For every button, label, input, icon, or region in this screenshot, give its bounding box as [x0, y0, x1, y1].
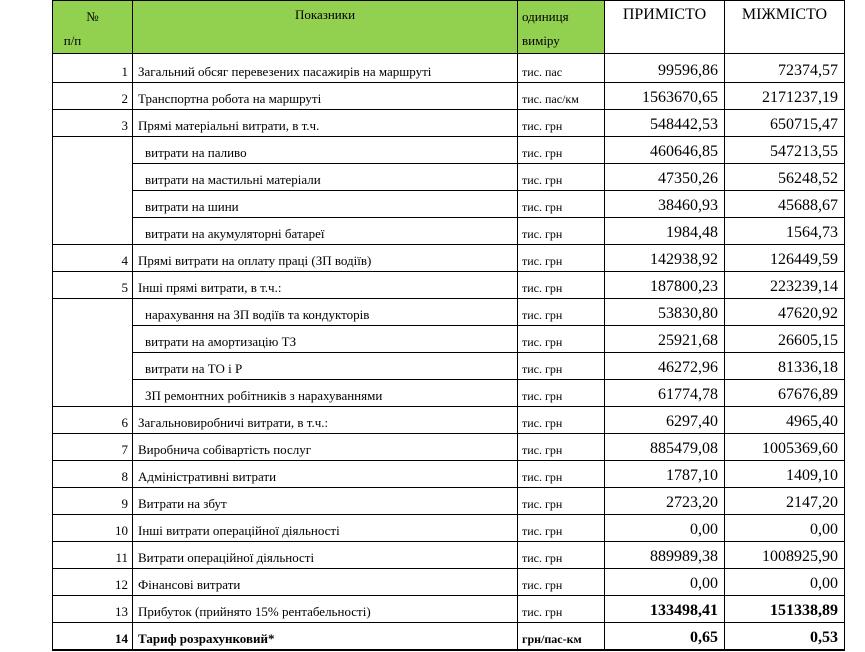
row-unit: тис. пас — [518, 54, 605, 83]
row-value-mizhmisto: 0,53 — [725, 623, 845, 650]
table-row — [53, 110, 845, 137]
row-value-prymisto: 61774,78 — [605, 380, 725, 407]
row-name: Тариф розрахунковий* — [133, 623, 518, 650]
row-name: Прямі матеріальні витрати, в т.ч. — [133, 110, 518, 137]
table-header-row — [53, 1, 845, 54]
row-unit: тис. грн — [518, 407, 605, 434]
header-num — [53, 1, 133, 54]
row-unit: тис. грн — [518, 380, 605, 407]
row-num — [53, 326, 133, 353]
row-value-mizhmisto: 126449,59 — [725, 245, 845, 272]
table-row — [53, 83, 845, 110]
table-row — [53, 542, 845, 569]
row-unit: тис. грн — [518, 326, 605, 353]
row-num — [53, 164, 133, 191]
table-row — [53, 191, 845, 218]
row-name: Транспортна робота на маршруті — [133, 83, 518, 110]
row-name: Прямі витрати на оплату праці (ЗП водіїв) — [133, 245, 518, 272]
row-unit: тис. грн — [518, 110, 605, 137]
row-unit: тис. грн — [518, 191, 605, 218]
row-value-mizhmisto: 151338,89 — [725, 596, 845, 623]
table-row — [53, 218, 845, 245]
table-row — [53, 353, 845, 380]
row-value-prymisto: 25921,68 — [605, 326, 725, 353]
table-row — [53, 380, 845, 407]
row-value-mizhmisto: 650715,47 — [725, 110, 845, 137]
row-value-mizhmisto: 4965,40 — [725, 407, 845, 434]
row-num: 13 — [53, 596, 133, 623]
row-unit: тис. грн — [518, 488, 605, 515]
row-name: Прибуток (прийнято 15% рентабельності) — [133, 596, 518, 623]
row-value-mizhmisto: 26605,15 — [725, 326, 845, 353]
row-value-mizhmisto: 223239,14 — [725, 272, 845, 299]
row-value-mizhmisto: 45688,67 — [725, 191, 845, 218]
row-value-prymisto: 1984,48 — [605, 218, 725, 245]
row-name: витрати на акумуляторні батареї — [133, 218, 518, 245]
row-unit: тис. грн — [518, 596, 605, 623]
row-value-mizhmisto: 56248,52 — [725, 164, 845, 191]
row-unit: тис. грн — [518, 299, 605, 326]
header-unit-line2: виміру — [522, 33, 560, 48]
row-num: 7 — [53, 434, 133, 461]
row-unit: грн/пас-км — [518, 623, 605, 650]
row-value-prymisto: 548442,53 — [605, 110, 725, 137]
row-value-prymisto: 46272,96 — [605, 353, 725, 380]
row-value-prymisto: 53830,80 — [605, 299, 725, 326]
row-unit: тис. грн — [518, 218, 605, 245]
row-name: витрати на амортизацію ТЗ — [133, 326, 518, 353]
row-value-prymisto: 38460,93 — [605, 191, 725, 218]
row-num — [53, 137, 133, 164]
row-value-mizhmisto: 81336,18 — [725, 353, 845, 380]
row-value-prymisto: 885479,08 — [605, 434, 725, 461]
row-name: Витрати на збут — [133, 488, 518, 515]
row-name: нарахування на ЗП водіїв та кондукторів — [133, 299, 518, 326]
table-row — [53, 461, 845, 488]
row-value-mizhmisto: 1409,10 — [725, 461, 845, 488]
row-unit: тис. грн — [518, 542, 605, 569]
row-value-prymisto: 47350,26 — [605, 164, 725, 191]
table-row — [53, 596, 845, 623]
row-value-mizhmisto: 1008925,90 — [725, 542, 845, 569]
table-row — [53, 164, 845, 191]
row-value-prymisto: 0,00 — [605, 515, 725, 542]
row-value-mizhmisto: 2171237,19 — [725, 83, 845, 110]
row-value-prymisto: 133498,41 — [605, 596, 725, 623]
row-num: 14 — [53, 623, 133, 650]
row-name: Витрати операційної діяльності — [133, 542, 518, 569]
row-value-prymisto: 1787,10 — [605, 461, 725, 488]
row-num: 1 — [53, 54, 133, 83]
row-unit: тис. пас/км — [518, 83, 605, 110]
row-value-mizhmisto: 2147,20 — [725, 488, 845, 515]
row-name: витрати на мастильні матеріали — [133, 164, 518, 191]
row-value-mizhmisto: 72374,57 — [725, 54, 845, 83]
row-value-prymisto: 0,00 — [605, 569, 725, 596]
row-unit: тис. грн — [518, 245, 605, 272]
row-value-mizhmisto: 67676,89 — [725, 380, 845, 407]
row-num: 12 — [53, 569, 133, 596]
row-value-prymisto: 99596,86 — [605, 54, 725, 83]
row-name: витрати на ТО і Р — [133, 353, 518, 380]
row-num — [53, 299, 133, 326]
row-num — [53, 353, 133, 380]
header-num-line2: п/п — [63, 33, 82, 48]
row-name: витрати на паливо — [133, 137, 518, 164]
row-value-prymisto: 6297,40 — [605, 407, 725, 434]
row-name: Виробнича собівартість послуг — [133, 434, 518, 461]
row-name: Загальновиробничі витрати, в т.ч.: — [133, 407, 518, 434]
row-num: 9 — [53, 488, 133, 515]
row-value-mizhmisto: 1564,73 — [725, 218, 845, 245]
table-row — [53, 245, 845, 272]
row-unit: тис. грн — [518, 353, 605, 380]
row-num: 11 — [53, 542, 133, 569]
row-num: 6 — [53, 407, 133, 434]
indicators-table — [52, 0, 845, 651]
row-num: 10 — [53, 515, 133, 542]
row-num: 5 — [53, 272, 133, 299]
row-value-prymisto: 460646,85 — [605, 137, 725, 164]
header-unit — [518, 1, 605, 54]
header-num-line1: № — [86, 9, 99, 24]
table-row — [53, 569, 845, 596]
table-row — [53, 407, 845, 434]
row-value-mizhmisto: 0,00 — [725, 569, 845, 596]
row-num — [53, 380, 133, 407]
row-name: витрати на шини — [133, 191, 518, 218]
row-unit: тис. грн — [518, 164, 605, 191]
row-unit: тис. грн — [518, 569, 605, 596]
row-name: Адміністративні витрати — [133, 461, 518, 488]
header-col2: МІЖМІСТО — [725, 1, 845, 54]
row-name: Інші прямі витрати, в т.ч.: — [133, 272, 518, 299]
row-num: 4 — [53, 245, 133, 272]
row-num — [53, 191, 133, 218]
table-row — [53, 54, 845, 83]
row-value-mizhmisto: 1005369,60 — [725, 434, 845, 461]
row-unit: тис. грн — [518, 461, 605, 488]
row-num: 3 — [53, 110, 133, 137]
row-num: 2 — [53, 83, 133, 110]
row-value-mizhmisto: 547213,55 — [725, 137, 845, 164]
header-unit-line1: одиниця — [522, 9, 569, 24]
row-unit: тис. грн — [518, 515, 605, 542]
row-value-prymisto: 187800,23 — [605, 272, 725, 299]
row-num: 8 — [53, 461, 133, 488]
table-row — [53, 515, 845, 542]
row-value-prymisto: 889989,38 — [605, 542, 725, 569]
row-name: ЗП ремонтних робітників з нарахуваннями — [133, 380, 518, 407]
table-row — [53, 623, 845, 650]
table-row — [53, 299, 845, 326]
row-value-prymisto: 0,65 — [605, 623, 725, 650]
table-row — [53, 488, 845, 515]
row-num — [53, 218, 133, 245]
row-value-mizhmisto: 47620,92 — [725, 299, 845, 326]
table-row — [53, 137, 845, 164]
table-row — [53, 434, 845, 461]
row-value-prymisto: 1563670,65 — [605, 83, 725, 110]
row-unit: тис. грн — [518, 137, 605, 164]
row-unit: тис. грн — [518, 272, 605, 299]
row-value-prymisto: 2723,20 — [605, 488, 725, 515]
row-name: Інші витрати операційної діяльності — [133, 515, 518, 542]
row-value-prymisto: 142938,92 — [605, 245, 725, 272]
row-value-mizhmisto: 0,00 — [725, 515, 845, 542]
table-row — [53, 272, 845, 299]
header-name: Показники — [133, 1, 518, 54]
table-row — [53, 326, 845, 353]
row-name: Фінансові витрати — [133, 569, 518, 596]
header-col1: ПРИМІСТО — [605, 1, 725, 54]
row-unit: тис. грн — [518, 434, 605, 461]
row-name: Загальний обсяг перевезених пасажирів на маршруті — [133, 54, 518, 83]
